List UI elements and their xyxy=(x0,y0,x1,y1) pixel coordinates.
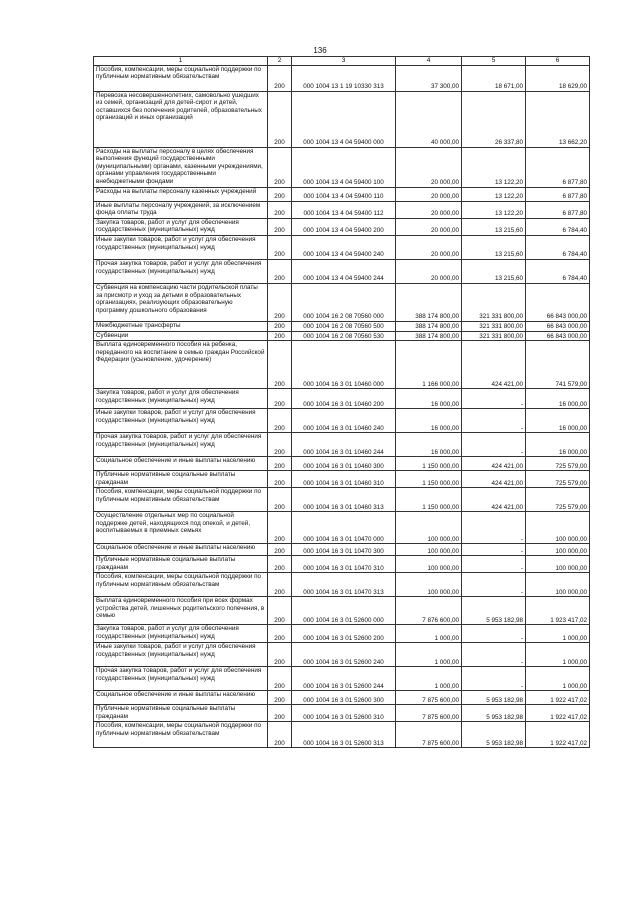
row-code-cell: 200 xyxy=(268,512,292,544)
row-code-cell: 200 xyxy=(268,722,292,748)
row-unexecuted-cell: 1 923 417,02 xyxy=(526,597,590,625)
row-approved-cell: 388 174 800,00 xyxy=(396,283,462,321)
row-code-cell: 200 xyxy=(268,488,292,512)
row-unexecuted-cell: 741 579,00 xyxy=(526,341,590,389)
row-approved-cell: 1 150 000,00 xyxy=(396,457,462,471)
row-name-cell: Иные закупки товаров, работ и услуг для обеспечения государственных (муниципальных) нужд xyxy=(94,409,268,433)
row-kbk-cell: 000 1004 13 4 04 59400 240 xyxy=(292,235,396,259)
row-kbk-cell: 000 1004 16 3 01 52600 300 xyxy=(292,691,396,705)
row-kbk-cell: 000 1004 16 3 01 10460 200 xyxy=(292,389,396,409)
row-unexecuted-cell: 6 784,40 xyxy=(526,235,590,259)
row-unexecuted-cell: 1 922 417,02 xyxy=(526,691,590,705)
row-kbk-cell: 000 1004 16 3 01 10470 000 xyxy=(292,512,396,544)
row-name-cell: Пособия, компенсации, меры социальной поддержки по публичным нормативным обязательствам xyxy=(94,573,268,597)
row-executed-cell: 321 331 800,00 xyxy=(462,283,526,321)
row-executed-cell: 424 421,00 xyxy=(462,341,526,389)
row-kbk-cell: 000 1004 16 2 08 70560 530 xyxy=(292,331,396,341)
row-name-cell: Прочая закупка товаров, работ и услуг для обеспечения государственных (муниципальных) нужд xyxy=(94,667,268,691)
table-row xyxy=(94,389,590,409)
row-code-cell: 200 xyxy=(268,321,292,331)
row-executed-cell: 5 953 182,98 xyxy=(462,691,526,705)
row-approved-cell: 100 000,00 xyxy=(396,544,462,556)
row-unexecuted-cell: 1 000,00 xyxy=(526,667,590,691)
table-row xyxy=(94,259,590,283)
row-kbk-cell: 000 1004 16 3 01 10460 244 xyxy=(292,433,396,457)
table-row xyxy=(94,91,590,147)
row-approved-cell: 100 000,00 xyxy=(396,573,462,597)
table-body xyxy=(94,65,590,748)
row-unexecuted-cell: 13 662,20 xyxy=(526,91,590,147)
row-executed-cell: 424 421,00 xyxy=(462,488,526,512)
row-kbk-cell: 000 1004 16 3 01 52600 310 xyxy=(292,705,396,722)
row-unexecuted-cell: 100 000,00 xyxy=(526,512,590,544)
row-unexecuted-cell: 66 843 000,00 xyxy=(526,321,590,331)
row-kbk-cell: 000 1004 16 3 01 10470 310 xyxy=(292,556,396,573)
row-unexecuted-cell: 725 579,00 xyxy=(526,457,590,471)
row-code-cell: 200 xyxy=(268,544,292,556)
row-kbk-cell: 000 1004 16 3 01 52600 313 xyxy=(292,722,396,748)
row-unexecuted-cell: 100 000,00 xyxy=(526,573,590,597)
row-name-cell: Закупка товаров, работ и услуг для обеспечения государственных (муниципальных) нужд xyxy=(94,389,268,409)
row-code-cell: 200 xyxy=(268,691,292,705)
row-executed-cell: 13 215,60 xyxy=(462,218,526,235)
row-unexecuted-cell: 725 579,00 xyxy=(526,471,590,488)
row-kbk-cell: 000 1004 13 4 04 59400 000 xyxy=(292,91,396,147)
table-row xyxy=(94,283,590,321)
row-kbk-cell: 000 1004 13 4 04 59400 110 xyxy=(292,187,396,201)
row-unexecuted-cell: 6 784,40 xyxy=(526,259,590,283)
row-code-cell: 200 xyxy=(268,433,292,457)
row-approved-cell: 20 000,00 xyxy=(396,259,462,283)
budget-execution-table xyxy=(93,56,590,748)
row-unexecuted-cell: 18 629,00 xyxy=(526,65,590,91)
table-row xyxy=(94,433,590,457)
row-kbk-cell: 000 1004 13 4 04 59400 100 xyxy=(292,147,396,187)
row-name-cell: Иные закупки товаров, работ и услуг для обеспечения государственных (муниципальных) нужд xyxy=(94,643,268,667)
row-kbk-cell: 000 1004 13 4 04 59400 244 xyxy=(292,259,396,283)
table-row xyxy=(94,705,590,722)
row-approved-cell: 7 875 600,00 xyxy=(396,705,462,722)
page-number: 136 xyxy=(313,46,327,55)
row-code-cell: 200 xyxy=(268,341,292,389)
row-executed-cell: - xyxy=(462,667,526,691)
row-name-cell: Социальное обеспечение и иные выплаты населению xyxy=(94,691,268,705)
row-executed-cell: 13 122,20 xyxy=(462,147,526,187)
table-row xyxy=(94,201,590,218)
row-unexecuted-cell: 1 922 417,02 xyxy=(526,722,590,748)
row-unexecuted-cell: 6 877,80 xyxy=(526,201,590,218)
table-row xyxy=(94,331,590,341)
row-kbk-cell: 000 1004 16 3 01 52600 244 xyxy=(292,667,396,691)
row-code-cell: 200 xyxy=(268,573,292,597)
row-executed-cell: - xyxy=(462,643,526,667)
row-kbk-cell: 000 1004 16 3 01 10460 240 xyxy=(292,409,396,433)
table-row xyxy=(94,147,590,187)
row-kbk-cell: 000 1004 16 3 01 10460 313 xyxy=(292,488,396,512)
row-executed-cell: 26 337,80 xyxy=(462,91,526,147)
row-unexecuted-cell: 1 000,00 xyxy=(526,643,590,667)
row-name-cell: Прочая закупка товаров, работ и услуг для обеспечения государственных (муниципальных) нужд xyxy=(94,433,268,457)
row-executed-cell: 13 122,20 xyxy=(462,201,526,218)
row-executed-cell: - xyxy=(462,544,526,556)
row-code-cell: 200 xyxy=(268,705,292,722)
row-executed-cell: 13 215,60 xyxy=(462,235,526,259)
row-kbk-cell: 000 1004 16 2 08 70560 500 xyxy=(292,321,396,331)
row-name-cell: Осуществление отдельных мер по социальной поддержке детей, находящихся под опекой, и детей, воспитываемых в приемных семьях xyxy=(94,512,268,544)
row-executed-cell: 5 953 182,98 xyxy=(462,722,526,748)
row-kbk-cell: 000 1004 16 3 01 10470 300 xyxy=(292,544,396,556)
row-executed-cell: 321 331 800,00 xyxy=(462,321,526,331)
row-approved-cell: 16 000,00 xyxy=(396,409,462,433)
row-code-cell: 200 xyxy=(268,597,292,625)
row-code-cell: 200 xyxy=(268,389,292,409)
table-header-row xyxy=(94,57,590,66)
table-row xyxy=(94,488,590,512)
table-row xyxy=(94,691,590,705)
row-name-cell: Публичные нормативные социальные выплаты гражданам xyxy=(94,471,268,488)
row-code-cell: 200 xyxy=(268,667,292,691)
row-approved-cell: 100 000,00 xyxy=(396,556,462,573)
row-unexecuted-cell: 100 000,00 xyxy=(526,556,590,573)
row-unexecuted-cell: 100 000,00 xyxy=(526,544,590,556)
row-executed-cell: - xyxy=(462,556,526,573)
row-name-cell: Субвенции xyxy=(94,331,268,341)
row-approved-cell: 1 000,00 xyxy=(396,667,462,691)
row-kbk-cell: 000 1004 16 2 08 70560 000 xyxy=(292,283,396,321)
row-unexecuted-cell: 66 843 000,00 xyxy=(526,331,590,341)
row-code-cell: 200 xyxy=(268,65,292,91)
row-approved-cell: 20 000,00 xyxy=(396,235,462,259)
row-approved-cell: 7 875 600,00 xyxy=(396,722,462,748)
row-unexecuted-cell: 16 000,00 xyxy=(526,389,590,409)
row-unexecuted-cell: 725 579,00 xyxy=(526,488,590,512)
row-approved-cell: 20 000,00 xyxy=(396,201,462,218)
row-name-cell: Выплата единовременного пособия на ребенка, переданного на воспитание в семью граждан Российской Федерации (усыновление, удочерение) xyxy=(94,341,268,389)
table-row xyxy=(94,597,590,625)
row-executed-cell: 321 331 800,00 xyxy=(462,331,526,341)
row-executed-cell: 13 122,20 xyxy=(462,187,526,201)
row-name-cell: Межбюджетные трансферты xyxy=(94,321,268,331)
table-row xyxy=(94,409,590,433)
row-approved-cell: 16 000,00 xyxy=(396,389,462,409)
row-approved-cell: 100 000,00 xyxy=(396,512,462,544)
row-approved-cell: 1 150 000,00 xyxy=(396,471,462,488)
row-executed-cell: - xyxy=(462,573,526,597)
table-row xyxy=(94,187,590,201)
column-header-6: 6 xyxy=(526,57,590,66)
row-code-cell: 200 xyxy=(268,91,292,147)
row-code-cell: 200 xyxy=(268,201,292,218)
row-executed-cell: - xyxy=(462,512,526,544)
row-approved-cell: 7 875 600,00 xyxy=(396,691,462,705)
row-name-cell: Пособия, компенсации, меры социальной поддержки по публичным нормативным обязательствам xyxy=(94,65,268,91)
row-code-cell: 200 xyxy=(268,625,292,643)
row-approved-cell: 20 000,00 xyxy=(396,147,462,187)
row-code-cell: 200 xyxy=(268,235,292,259)
row-unexecuted-cell: 1 000,00 xyxy=(526,625,590,643)
row-executed-cell: 13 215,60 xyxy=(462,259,526,283)
row-name-cell: Расходы на выплаты персоналу казенных учреждений xyxy=(94,187,268,201)
row-code-cell: 200 xyxy=(268,643,292,667)
column-header-2: 2 xyxy=(268,57,292,66)
row-code-cell: 200 xyxy=(268,218,292,235)
row-unexecuted-cell: 66 843 000,00 xyxy=(526,283,590,321)
row-executed-cell: 5 953 182,98 xyxy=(462,705,526,722)
row-code-cell: 200 xyxy=(268,147,292,187)
row-kbk-cell: 000 1004 13 4 04 59400 200 xyxy=(292,218,396,235)
row-unexecuted-cell: 6 877,80 xyxy=(526,187,590,201)
row-name-cell: Социальное обеспечение и иные выплаты населению xyxy=(94,457,268,471)
row-name-cell: Расходы на выплаты персоналу в целях обеспечения выполнения функций государственными (муниципальными) органами, казенными учреждениями, органами управления государственными внебюджетными фондами xyxy=(94,147,268,187)
row-code-cell: 200 xyxy=(268,556,292,573)
row-approved-cell: 388 174 800,00 xyxy=(396,321,462,331)
row-approved-cell: 20 000,00 xyxy=(396,218,462,235)
row-name-cell: Перевозка несовершеннолетних, самовольно ушедших из семей, организаций для детей-сирот и детей, оставшихся без попечения родителей, образовательных организаций и иных организаций xyxy=(94,91,268,147)
row-executed-cell: - xyxy=(462,433,526,457)
row-approved-cell: 40 000,00 xyxy=(396,91,462,147)
row-unexecuted-cell: 6 784,40 xyxy=(526,218,590,235)
table-row xyxy=(94,321,590,331)
row-name-cell: Закупка товаров, работ и услуг для обеспечения государственных (муниципальных) нужд xyxy=(94,218,268,235)
row-executed-cell: 18 671,00 xyxy=(462,65,526,91)
row-name-cell: Пособия, компенсации, меры социальной поддержки по публичным нормативным обязательствам xyxy=(94,488,268,512)
column-header-1: 1 xyxy=(94,57,268,66)
table-row xyxy=(94,573,590,597)
column-header-4: 4 xyxy=(396,57,462,66)
table-row xyxy=(94,218,590,235)
table-row xyxy=(94,667,590,691)
row-kbk-cell: 000 1004 16 3 01 10460 300 xyxy=(292,457,396,471)
table-row xyxy=(94,512,590,544)
row-name-cell: Закупка товаров, работ и услуг для обеспечения государственных (муниципальных) нужд xyxy=(94,625,268,643)
table-row xyxy=(94,625,590,643)
row-executed-cell: 5 953 182,98 xyxy=(462,597,526,625)
row-name-cell: Выплата единовременного пособия при всех формах устройства детей, лишенных родительского попечения, в семью xyxy=(94,597,268,625)
row-approved-cell: 1 000,00 xyxy=(396,643,462,667)
row-approved-cell: 37 300,00 xyxy=(396,65,462,91)
row-name-cell: Публичные нормативные социальные выплаты гражданам xyxy=(94,556,268,573)
row-name-cell: Социальное обеспечение и иные выплаты населению xyxy=(94,544,268,556)
row-approved-cell: 388 174 800,00 xyxy=(396,331,462,341)
row-executed-cell: - xyxy=(462,625,526,643)
table-row xyxy=(94,544,590,556)
column-header-3: 3 xyxy=(292,57,396,66)
row-name-cell: Субвенция на компенсацию части родительской платы за присмотр и уход за детьми в образовательных организациях, реализующих образовательную программу дошкольного образования xyxy=(94,283,268,321)
row-executed-cell: 424 421,00 xyxy=(462,457,526,471)
row-kbk-cell: 000 1004 16 3 01 10470 313 xyxy=(292,573,396,597)
row-code-cell: 200 xyxy=(268,409,292,433)
row-kbk-cell: 000 1004 16 3 01 10460 000 xyxy=(292,341,396,389)
row-kbk-cell: 000 1004 16 3 01 52600 200 xyxy=(292,625,396,643)
table-row xyxy=(94,643,590,667)
row-approved-cell: 1 000,00 xyxy=(396,625,462,643)
row-name-cell: Пособия, компенсации, меры социальной поддержки по публичным нормативным обязательствам xyxy=(94,722,268,748)
row-approved-cell: 20 000,00 xyxy=(396,187,462,201)
row-kbk-cell: 000 1004 16 3 01 10460 310 xyxy=(292,471,396,488)
table-row xyxy=(94,722,590,748)
row-code-cell: 200 xyxy=(268,457,292,471)
row-name-cell: Иные закупки товаров, работ и услуг для обеспечения государственных (муниципальных) нужд xyxy=(94,235,268,259)
row-approved-cell: 1 150 000,00 xyxy=(396,488,462,512)
row-approved-cell: 1 166 000,00 xyxy=(396,341,462,389)
row-kbk-cell: 000 1004 13 1 19 10330 313 xyxy=(292,65,396,91)
table-row xyxy=(94,235,590,259)
table-row xyxy=(94,341,590,389)
row-executed-cell: - xyxy=(462,389,526,409)
row-code-cell: 200 xyxy=(268,283,292,321)
row-executed-cell: - xyxy=(462,409,526,433)
row-kbk-cell: 000 1004 16 3 01 52600 240 xyxy=(292,643,396,667)
row-unexecuted-cell: 16 000,00 xyxy=(526,409,590,433)
row-unexecuted-cell: 16 000,00 xyxy=(526,433,590,457)
row-unexecuted-cell: 1 922 417,02 xyxy=(526,705,590,722)
row-kbk-cell: 000 1004 13 4 04 59400 112 xyxy=(292,201,396,218)
table-row xyxy=(94,65,590,91)
row-name-cell: Публичные нормативные социальные выплаты гражданам xyxy=(94,705,268,722)
table-row xyxy=(94,556,590,573)
row-executed-cell: 424 421,00 xyxy=(462,471,526,488)
column-header-5: 5 xyxy=(462,57,526,66)
row-approved-cell: 7 876 600,00 xyxy=(396,597,462,625)
row-code-cell: 200 xyxy=(268,187,292,201)
row-name-cell: Прочая закупка товаров, работ и услуг для обеспечения государственных (муниципальных) нужд xyxy=(94,259,268,283)
row-kbk-cell: 000 1004 16 3 01 52600 000 xyxy=(292,597,396,625)
table-row xyxy=(94,471,590,488)
row-name-cell: Иные выплаты персоналу учреждений, за исключением фонда оплаты труда xyxy=(94,201,268,218)
row-code-cell: 200 xyxy=(268,471,292,488)
row-approved-cell: 16 000,00 xyxy=(396,433,462,457)
row-unexecuted-cell: 6 877,80 xyxy=(526,147,590,187)
row-code-cell: 200 xyxy=(268,259,292,283)
row-code-cell: 200 xyxy=(268,331,292,341)
table-row xyxy=(94,457,590,471)
